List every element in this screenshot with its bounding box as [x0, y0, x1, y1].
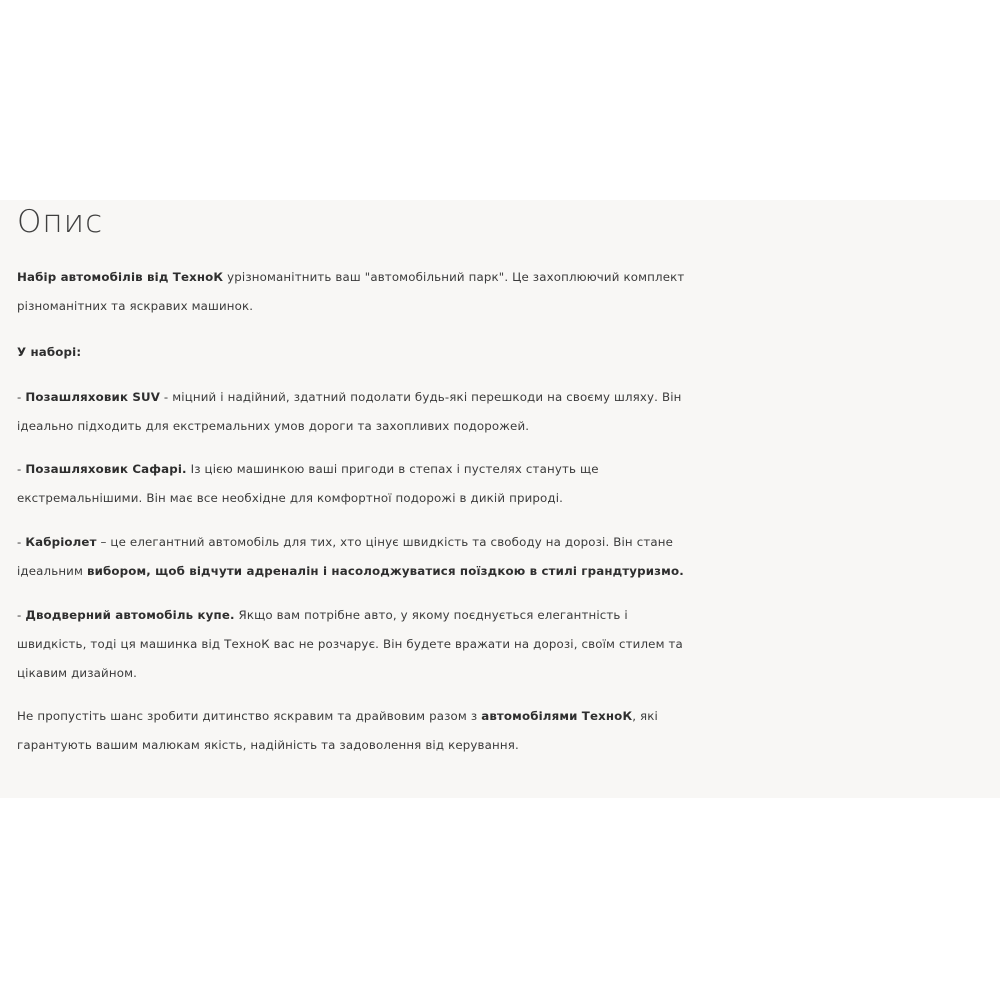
item-safari-text-2: екстремальнішими. Він має все необхідне для комфортної подорожі в дикій природі.	[17, 491, 564, 505]
item-suv-prefix: -	[17, 390, 26, 404]
item-coupe-text-3: цікавим дизайном.	[17, 666, 138, 680]
closing-tail: , які	[632, 709, 658, 723]
item-coupe-line-1	[17, 601, 1000, 630]
closing-line-1	[17, 702, 1000, 731]
item-cabriolet-bold-2: вибором, щоб відчути адреналін і насолоджуватися поїздкою в стилі грандтуризмо.	[86, 564, 684, 578]
item-safari-line-1	[17, 455, 1000, 484]
closing-paragraph	[17, 702, 1000, 760]
item-cabriolet-prefix: -	[17, 535, 26, 549]
item-suv-title: Позашляховик SUV	[25, 390, 161, 404]
item-suv-text-1: - міцний і надійний, здатний подолати будь-які перешкоди на своєму шляху. Він	[160, 390, 682, 404]
item-coupe-prefix: -	[17, 608, 26, 622]
item-cabriolet-title: Кабріолет	[25, 535, 97, 549]
item-cabriolet-line-1	[17, 528, 1000, 557]
item-cabriolet	[17, 528, 1000, 586]
item-cabriolet-text-1: – це елегантний автомобіль для тих, хто цінує швидкість та свободу на дорозі. Він стане	[96, 535, 674, 549]
item-cabriolet-line-2	[17, 557, 1000, 586]
intro-text-2: різноманітних та яскравих машинок.	[17, 299, 254, 313]
item-coupe-title: Дводверний автомобіль купе.	[25, 608, 235, 622]
set-heading-paragraph	[17, 338, 1000, 367]
description-panel	[0, 200, 1000, 798]
item-safari-title: Позашляховик Сафарі.	[25, 462, 187, 476]
item-suv-line-1	[17, 383, 1000, 412]
item-coupe	[17, 601, 1000, 688]
closing-text-1: Не пропустіть шанс зробити дитинство яскравим та драйвовим разом з	[17, 709, 482, 723]
intro-bold: Набір автомобілів від ТехноК	[17, 270, 224, 284]
closing-bold: автомобілями ТехноК	[481, 709, 633, 723]
item-suv-text-2: ідеально підходить для екстремальних умов дороги та захопливих подорожей.	[17, 419, 530, 433]
item-safari	[17, 455, 1000, 513]
item-safari-text-1: Із цією машинкою ваші пригоди в степах і пустелях стануть ще	[186, 462, 599, 476]
item-coupe-text-1: Якщо вам потрібне авто, у якому поєднується елегантність і	[234, 608, 628, 622]
item-coupe-text-2: швидкість, тоді ця машинка від ТехноК вас не розчарує. Він будете вражати на дорозі, своїм стилем та	[17, 637, 683, 651]
set-heading: У наборі:	[17, 345, 82, 359]
closing-text-2: гарантують вашим малюкам якість, надійність та задоволення від керування.	[17, 738, 519, 752]
intro-text-1: урізноманітнить ваш "автомобільний парк". Це захоплюючий комплект	[223, 270, 685, 284]
intro-line-1	[17, 263, 1000, 292]
item-cabriolet-text-2: ідеальним	[17, 564, 87, 578]
description-heading: Опис	[17, 204, 104, 240]
item-suv	[17, 383, 1000, 441]
intro-paragraph	[17, 263, 1000, 321]
item-safari-prefix: -	[17, 462, 26, 476]
